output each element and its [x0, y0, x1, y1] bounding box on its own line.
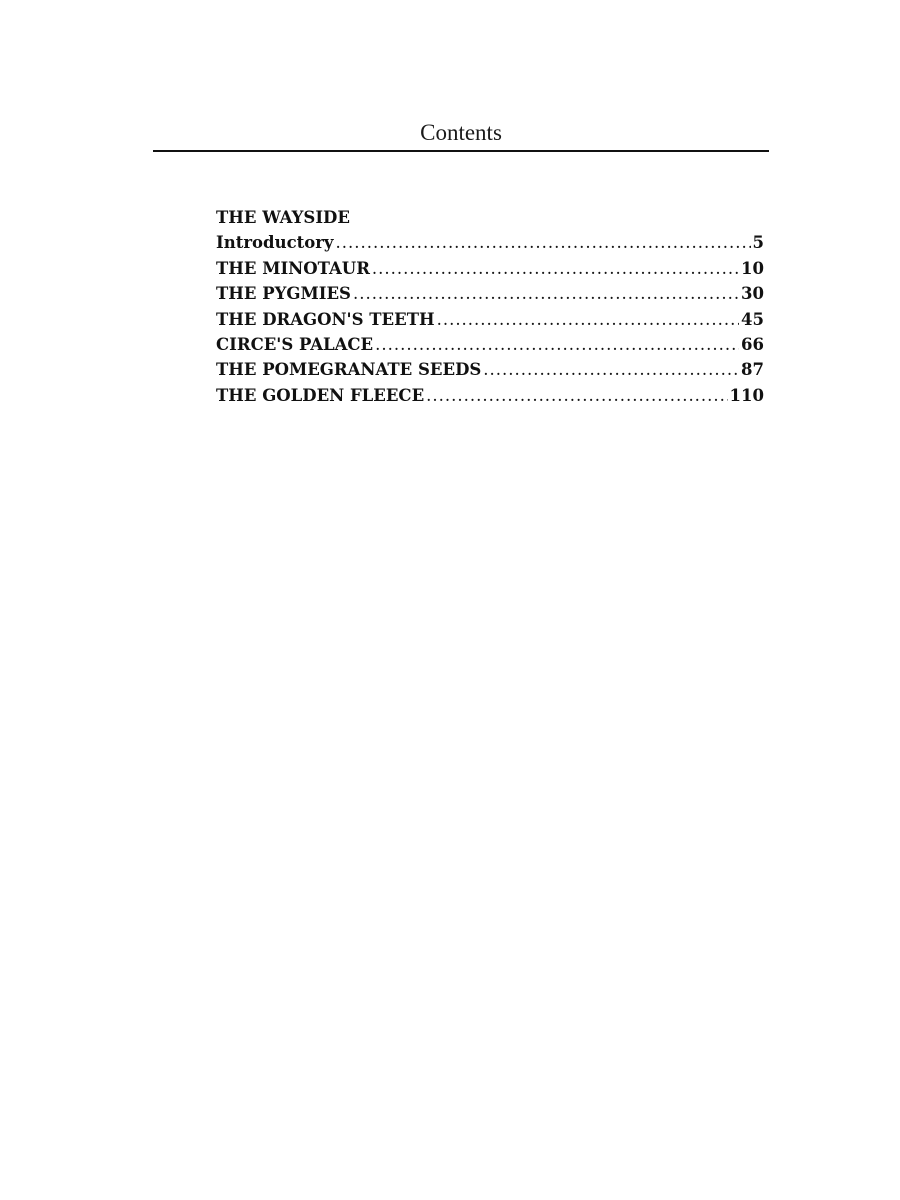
dot-leader	[426, 383, 727, 408]
dot-leader	[353, 281, 739, 306]
toc-entry-title: CIRCE'S PALACE	[216, 334, 374, 354]
dot-leader	[437, 307, 739, 332]
dot-leader	[375, 332, 739, 357]
toc-entry[interactable]	[216, 383, 764, 408]
toc-entry[interactable]	[216, 230, 764, 255]
toc-entry[interactable]	[216, 332, 764, 357]
table-of-contents	[216, 205, 764, 408]
toc-entry[interactable]	[216, 256, 764, 281]
toc-entry-page: 66	[741, 334, 764, 354]
toc-entry-page: 87	[741, 360, 764, 380]
toc-entry-title: THE PYGMIES	[216, 284, 351, 304]
toc-entry-title: THE POMEGRANATE SEEDS	[216, 360, 482, 380]
toc-entry-page: 45	[741, 309, 764, 329]
toc-entry-title: Introductory	[216, 233, 334, 253]
toc-entry-page: 10	[741, 258, 764, 278]
dot-leader	[372, 256, 739, 281]
dot-leader	[336, 230, 751, 255]
toc-entry-page: 110	[729, 385, 764, 405]
toc-entry[interactable]	[216, 307, 764, 332]
dot-leader	[483, 357, 739, 382]
toc-entry-page: 30	[741, 284, 764, 304]
toc-entry-page: 5	[752, 233, 764, 253]
toc-section-heading: THE WAYSIDE	[216, 208, 350, 227]
toc-entry-title: THE GOLDEN FLEECE	[216, 385, 425, 405]
page-title: Contents	[420, 120, 502, 145]
toc-entry[interactable]	[216, 357, 764, 382]
header-divider	[153, 150, 769, 152]
toc-entry[interactable]	[216, 281, 764, 306]
toc-entry-title: THE DRAGON'S TEETH	[216, 309, 435, 329]
toc-entry-title: THE MINOTAUR	[216, 258, 370, 278]
